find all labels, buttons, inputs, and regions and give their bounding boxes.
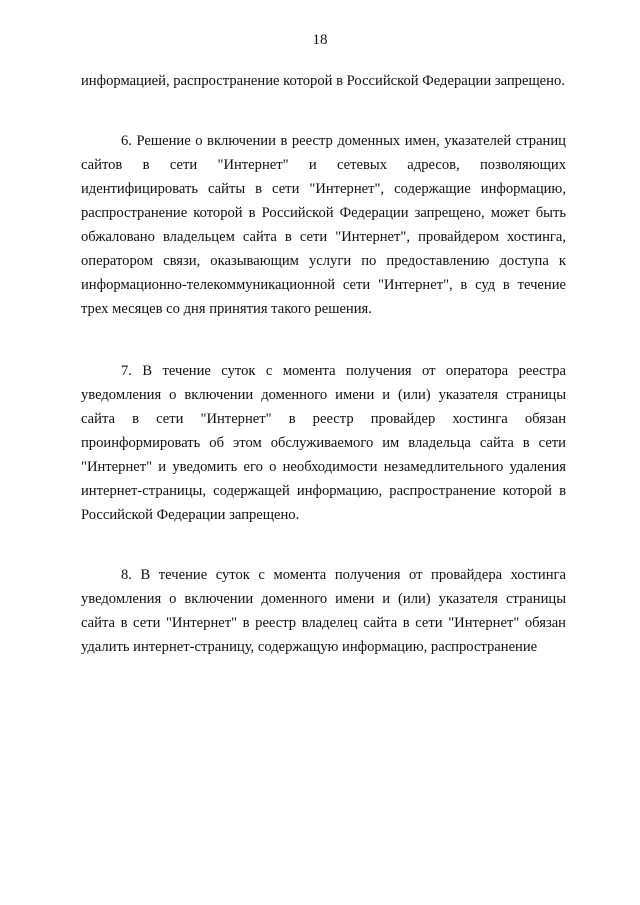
page-number: 18 — [312, 32, 328, 48]
text-line: распространение которой в Российской Федерации запрещено, может быть — [81, 205, 566, 221]
paragraph-continuation — [81, 69, 566, 93]
text-line: информационно-телекоммуникационной сети "Интернет", в суд в течение — [81, 277, 566, 293]
text-line: сайта в сети "Интернет" в реестр владелец сайта в сети "Интернет" обязан — [81, 615, 566, 631]
paragraph-7 — [81, 359, 566, 527]
text-line: Российской Федерации запрещено. — [81, 507, 300, 523]
text-line: 6. Решение о включении в реестр доменных имен, указателей — [121, 133, 512, 149]
text-line: "Интернет" и уведомить его о необходимости незамедлительного удаления — [81, 459, 566, 475]
paragraph-gap — [81, 93, 566, 129]
paragraph-6 — [81, 129, 566, 321]
text-line: страниц сайтов в сети "Интернет" и сетевых адресов, позволяющих — [81, 133, 566, 173]
paragraph-gap — [81, 527, 566, 563]
text-line: запрещено. — [494, 73, 565, 89]
text-line: трех месяцев со дня принятия такого решения. — [81, 301, 372, 317]
text-line: 7. В течение суток с момента получения от оператора реестра — [121, 363, 566, 379]
paragraph-gap — [81, 321, 566, 359]
text-line: обжаловано владельцем сайта в сети "Интернет", провайдером хостинга, — [81, 229, 566, 245]
text-line: удалить интернет-страницу, содержащую информацию, распространение — [81, 639, 538, 655]
text-line: уведомления о включении доменного имени и (или) указателя страницы — [81, 387, 566, 403]
text-line: сайта в сети "Интернет" в реестр провайдер хостинга обязан — [81, 411, 566, 427]
text-line: оператором связи, оказывающим услуги по предоставлению доступа к — [81, 253, 566, 269]
text-line: уведомления о включении доменного имени и (или) указателя страницы — [81, 591, 566, 607]
paragraph-8 — [81, 563, 566, 659]
text-line: интернет-страницы, содержащей информацию, распространение которой в — [81, 483, 566, 499]
document-body — [81, 69, 566, 659]
text-line: идентифицировать сайты в сети "Интернет", содержащие информацию, — [81, 181, 566, 197]
text-line: проинформировать об этом обслуживаемого им владельца сайта в сети — [81, 435, 566, 451]
text-line: 8. В течение суток с момента получения от провайдера хостинга — [121, 567, 566, 583]
text-line: информацией, распространение которой в Российской Федерации — [81, 73, 492, 89]
